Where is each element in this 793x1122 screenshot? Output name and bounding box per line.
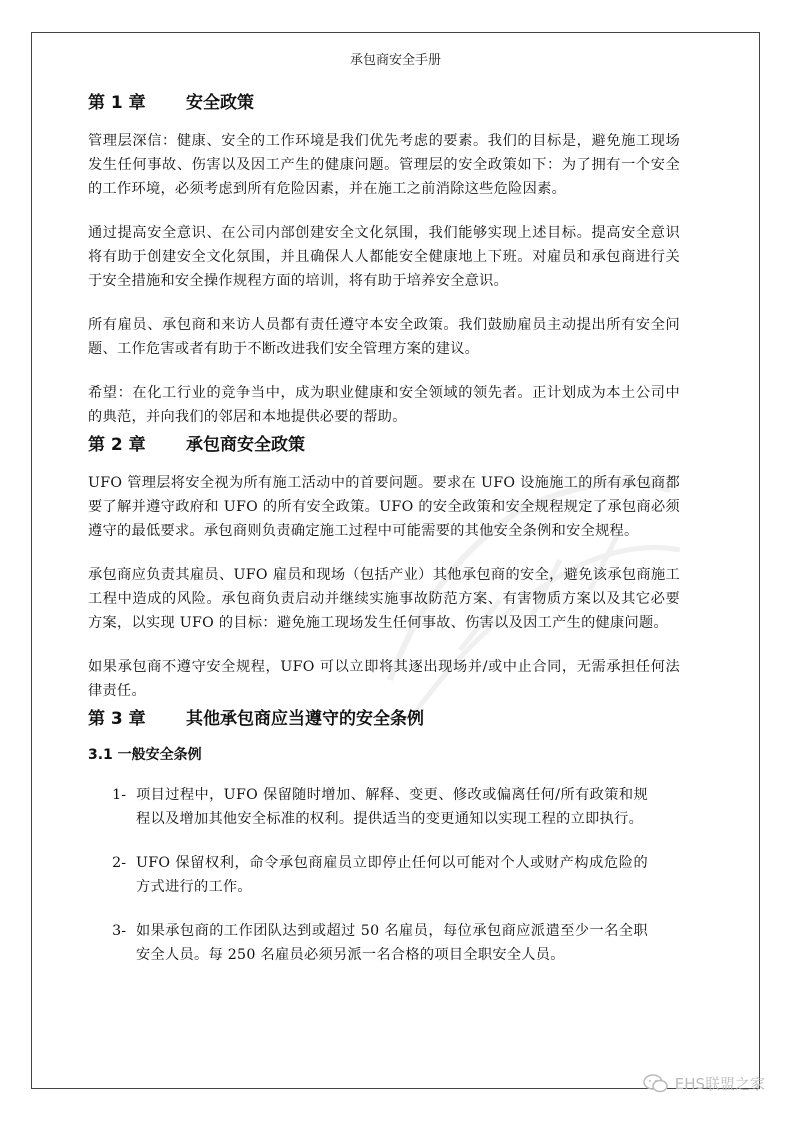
wechat-watermark [643, 1073, 765, 1094]
chapter-3-heading [88, 707, 680, 731]
chapter-title: 承包商安全政策 [186, 435, 305, 455]
wechat-icon [643, 1074, 669, 1094]
paragraph: 如果承包商不遵守安全规程，UFO 可以立即将其逐出现场并/或中止合同，无需承担任何法律责任。 [88, 659, 680, 699]
paragraph: UFO 管理层将安全视为所有施工活动中的首要问题。要求在 UFO 设施施工的所有承包商都要了解并遵守政府和 UFO 的所有安全政策。UFO 的安全政策和安全规程规定了承包商必须遵守的最低要求。承包商则负责确定施工过程中可能需要的其他安全条例和安全规程。 [88, 475, 680, 539]
list-item [88, 851, 680, 899]
list-marker: 1- [112, 787, 126, 803]
list-item-text: 如果承包商的工作团队达到或超过 50 名雇员，每位承包商应派遣至少一名全职安全人员。每 250 名雇员必须另派一名合格的项目全职安全人员。 [136, 923, 648, 963]
chapter-number: 第 3 章 [88, 709, 146, 729]
list-marker: 2- [112, 855, 126, 871]
watermark-label: EHS联盟之家 [674, 1075, 765, 1093]
list-marker: 3- [112, 923, 126, 939]
chapter-2-heading [88, 433, 680, 457]
document-body [88, 91, 680, 987]
chapter-1-heading [88, 91, 680, 115]
section-heading: 3.1 一般安全条例 [88, 747, 202, 763]
list-item-text: UFO 保留权利，命令承包商雇员立即停止任何以可能对个人或财产构成危险的方式进行的工作。 [136, 855, 648, 895]
chapter-number: 第 2 章 [88, 435, 146, 455]
list-item-text: 项目过程中，UFO 保留随时增加、解释、变更、修改或偏离任何/所有政策和规程以及增加其他安全标准的权利。提供适当的变更通知以实现工程的立即执行。 [136, 787, 648, 827]
chapter-number: 第 1 章 [88, 93, 146, 113]
paragraph: 所有雇员、承包商和来访人员都有责任遵守本安全政策。我们鼓励雇员主动提出所有安全问题、工作危害或者有助于不断改进我们安全管理方案的建议。 [88, 317, 680, 357]
running-header-title: 承包商安全手册 [349, 53, 441, 68]
list-item [88, 919, 680, 967]
paragraph: 管理层深信：健康、安全的工作环境是我们优先考虑的要素。我们的目标是，避免施工现场发生任何事故、伤害以及因工产生的健康问题。管理层的安全政策如下：为了拥有一个安全的工作环境，必须考虑到所有危险因素，并在施工之前消除这些危险因素。 [88, 133, 680, 197]
paragraph: 承包商应负责其雇员、UFO 雇员和现场（包括产业）其他承包商的安全，避免该承包商施工工程中造成的风险。承包商负责启动并继续实施事故防范方案、有害物质方案以及其它必要方案，以实现 UFO 的目标：避免施工现场发生任何事故、伤害以及因工产生的健康问题。 [88, 567, 680, 631]
chapter-title: 其他承包商应当遵守的安全条例 [186, 709, 424, 729]
paragraph: 希望：在化工行业的竞争当中，成为职业健康和安全领域的领先者。正计划成为本土公司中的典范，并向我们的邻居和本地提供必要的帮助。 [88, 385, 680, 425]
paragraph: 通过提高安全意识、在公司内部创建安全文化氛围，我们能够实现上述目标。提高安全意识将有助于创建安全文化氛围，并且确保人人都能安全健康地上下班。对雇员和承包商进行关于安全措施和安全操作规程方面的培训，将有助于培养安全意识。 [88, 225, 680, 289]
chapter-title: 安全政策 [186, 93, 254, 113]
list-item [88, 783, 680, 831]
